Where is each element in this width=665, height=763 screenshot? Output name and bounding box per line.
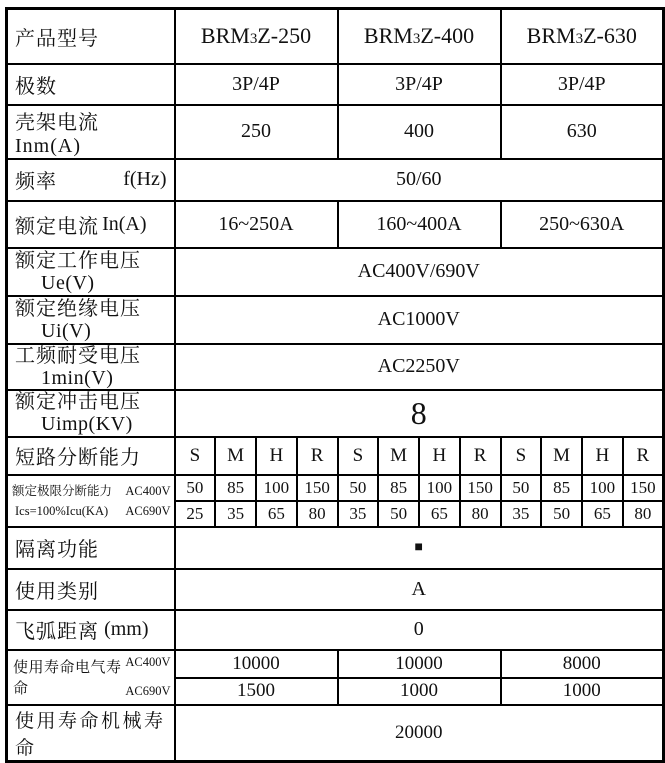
cell-frequency-value: 50/60 <box>175 159 664 201</box>
label-frame-current: 壳架电流 Inm(A) <box>7 105 175 159</box>
cell-insulation-voltage: AC1000V <box>175 296 664 344</box>
label-withstand-voltage <box>7 344 175 390</box>
row-breaking-capacity <box>7 437 664 475</box>
rated-current-unit: In(A) <box>102 212 147 235</box>
rated-current-label-text: 额定电流 <box>15 215 99 238</box>
label-arc-distance <box>7 610 175 650</box>
cell-electrical-life-ac400v-3: 8000 <box>501 650 664 678</box>
cell-grade: S <box>175 437 216 475</box>
cell-frame-current-1: 250 <box>175 105 338 159</box>
cell-model-1 <box>175 9 338 64</box>
cell-electrical-life-ac400v-2: 10000 <box>338 650 501 678</box>
label-working-voltage <box>7 248 175 296</box>
arc-distance-label-text: 飞弧距离 <box>15 621 99 643</box>
spec-table <box>5 7 665 763</box>
cell-grade: S <box>501 437 542 475</box>
row-frequency <box>7 159 664 201</box>
cell-withstand-voltage: AC2250V <box>175 344 664 390</box>
cell-rated-current-3: 250~630A <box>501 201 664 248</box>
row-poles <box>7 64 664 105</box>
label-electrical-life <box>7 650 175 705</box>
cell-icu-ac690v: 35 <box>215 501 256 527</box>
model-suffix: Z-400 <box>420 23 475 49</box>
cell-model-2 <box>338 9 501 64</box>
electrical-life-tag-ac690v: AC690V <box>125 684 171 698</box>
label-frequency <box>7 159 175 201</box>
label-ultimate-breaking <box>7 475 175 527</box>
cell-arc-distance: 0 <box>175 610 664 650</box>
row-isolation <box>7 527 664 569</box>
label-rated-current <box>7 201 175 248</box>
cell-frame-current-2: 400 <box>338 105 501 159</box>
model-suffix: Z-630 <box>583 23 637 49</box>
impulse-voltage-line2: Uimp(KV) <box>41 413 133 435</box>
cell-icu-ac690v: 35 <box>338 501 379 527</box>
cell-icu-ac400v: 85 <box>541 475 582 501</box>
row-working-voltage <box>7 248 664 296</box>
label-impulse-voltage <box>7 390 175 437</box>
impulse-voltage-line1: 额定冲击电压 <box>15 391 141 413</box>
cell-grade: S <box>338 437 379 475</box>
working-voltage-line1: 额定工作电压 <box>15 249 141 272</box>
row-mechanical-life <box>7 705 664 762</box>
working-voltage-line2: Ue(V) <box>41 271 95 294</box>
cell-icu-ac400v: 50 <box>501 475 542 501</box>
cell-grade: H <box>582 437 623 475</box>
label-mechanical-life: 使用寿命机械寿命 <box>7 705 175 762</box>
cell-grade: M <box>215 437 256 475</box>
cell-grade: M <box>541 437 582 475</box>
cell-rated-current-2: 160~400A <box>338 201 501 248</box>
cell-grade: H <box>256 437 297 475</box>
cell-icu-ac690v: 50 <box>378 501 419 527</box>
cell-icu-ac400v: 100 <box>582 475 623 501</box>
cell-icu-ac690v: 80 <box>297 501 338 527</box>
cell-rated-current-1: 16~250A <box>175 201 338 248</box>
row-arc-distance <box>7 610 664 650</box>
row-frame-current <box>7 105 664 159</box>
cell-icu-ac690v: 35 <box>501 501 542 527</box>
cell-mechanical-life: 20000 <box>175 705 664 762</box>
cell-icu-ac690v: 65 <box>256 501 297 527</box>
frequency-label-text: 频率 <box>15 171 57 193</box>
insulation-voltage-line2: Ui(V) <box>41 319 92 342</box>
cell-grade: R <box>623 437 664 475</box>
ultimate-breaking-line1-tag: AC400V <box>125 483 171 498</box>
label-product-model: 产品型号 <box>7 9 175 64</box>
model-sub: 3 <box>412 31 421 48</box>
cell-impulse-voltage: 8 <box>175 390 664 437</box>
cell-model-3 <box>501 9 664 64</box>
withstand-voltage-line1: 工频耐受电压 <box>15 344 141 367</box>
label-usage-category: 使用类别 <box>7 569 175 610</box>
withstand-voltage-line2: 1min(V) <box>41 366 114 389</box>
ultimate-breaking-line1-text: 额定极限分断能力 <box>12 483 113 498</box>
cell-icu-ac400v: 85 <box>378 475 419 501</box>
cell-icu-ac690v: 80 <box>460 501 501 527</box>
model-suffix: Z-250 <box>257 23 312 49</box>
cell-icu-ac690v: 65 <box>419 501 460 527</box>
row-insulation-voltage <box>7 296 664 344</box>
cell-icu-ac690v: 65 <box>582 501 623 527</box>
label-breaking-capacity: 短路分断能力 <box>7 437 175 475</box>
model-prefix: BRM <box>200 23 250 49</box>
cell-icu-ac690v: 80 <box>623 501 664 527</box>
label-insulation-voltage <box>7 296 175 344</box>
frequency-unit: f(Hz) <box>123 168 167 190</box>
electrical-life-label-text: 使用寿命电气寿命 <box>13 660 122 697</box>
cell-icu-ac400v: 100 <box>419 475 460 501</box>
ultimate-breaking-line2-text: Ics=100%Icu(KA) <box>15 503 109 518</box>
row-product-model <box>7 9 664 64</box>
model-sub: 3 <box>249 31 258 48</box>
cell-electrical-life-ac400v-1: 10000 <box>175 650 338 678</box>
cell-icu-ac400v: 50 <box>175 475 216 501</box>
cell-icu-ac400v: 100 <box>256 475 297 501</box>
cell-poles-3: 3P/4P <box>501 64 664 105</box>
row-impulse-voltage <box>7 390 664 437</box>
arc-distance-unit: (mm) <box>104 618 149 640</box>
cell-grade: M <box>378 437 419 475</box>
cell-isolation <box>175 527 664 569</box>
row-rated-current <box>7 201 664 248</box>
cell-electrical-life-ac690v-3: 1000 <box>501 678 664 705</box>
cell-icu-ac400v: 150 <box>623 475 664 501</box>
row-usage-category <box>7 569 664 610</box>
cell-grade: H <box>419 437 460 475</box>
insulation-voltage-line1: 额定绝缘电压 <box>15 297 141 320</box>
cell-usage-category: A <box>175 569 664 610</box>
label-poles: 极数 <box>7 64 175 105</box>
cell-grade: R <box>297 437 338 475</box>
cell-working-voltage: AC400V/690V <box>175 248 664 296</box>
row-ultimate-breaking-ac400v <box>7 475 664 501</box>
model-prefix: BRM <box>526 23 576 49</box>
cell-electrical-life-ac690v-2: 1000 <box>338 678 501 705</box>
cell-electrical-life-ac690v-1: 1500 <box>175 678 338 705</box>
row-withstand-voltage <box>7 344 664 390</box>
cell-icu-ac400v: 150 <box>460 475 501 501</box>
cell-poles-1: 3P/4P <box>175 64 338 105</box>
row-electrical-life-ac400v <box>7 650 664 678</box>
cell-icu-ac400v: 85 <box>215 475 256 501</box>
cell-frame-current-3: 630 <box>501 105 664 159</box>
model-prefix: BRM <box>363 23 413 49</box>
isolation-filled-square-icon: ■ <box>414 539 423 555</box>
cell-grade: R <box>460 437 501 475</box>
label-isolation: 隔离功能 <box>7 527 175 569</box>
cell-icu-ac690v: 25 <box>175 501 216 527</box>
electrical-life-tag-ac400v: AC400V <box>125 655 171 669</box>
ultimate-breaking-line2-tag: AC690V <box>125 503 171 518</box>
cell-icu-ac690v: 50 <box>541 501 582 527</box>
cell-poles-2: 3P/4P <box>338 64 501 105</box>
model-sub: 3 <box>575 31 584 48</box>
cell-icu-ac400v: 150 <box>297 475 338 501</box>
cell-icu-ac400v: 50 <box>338 475 379 501</box>
